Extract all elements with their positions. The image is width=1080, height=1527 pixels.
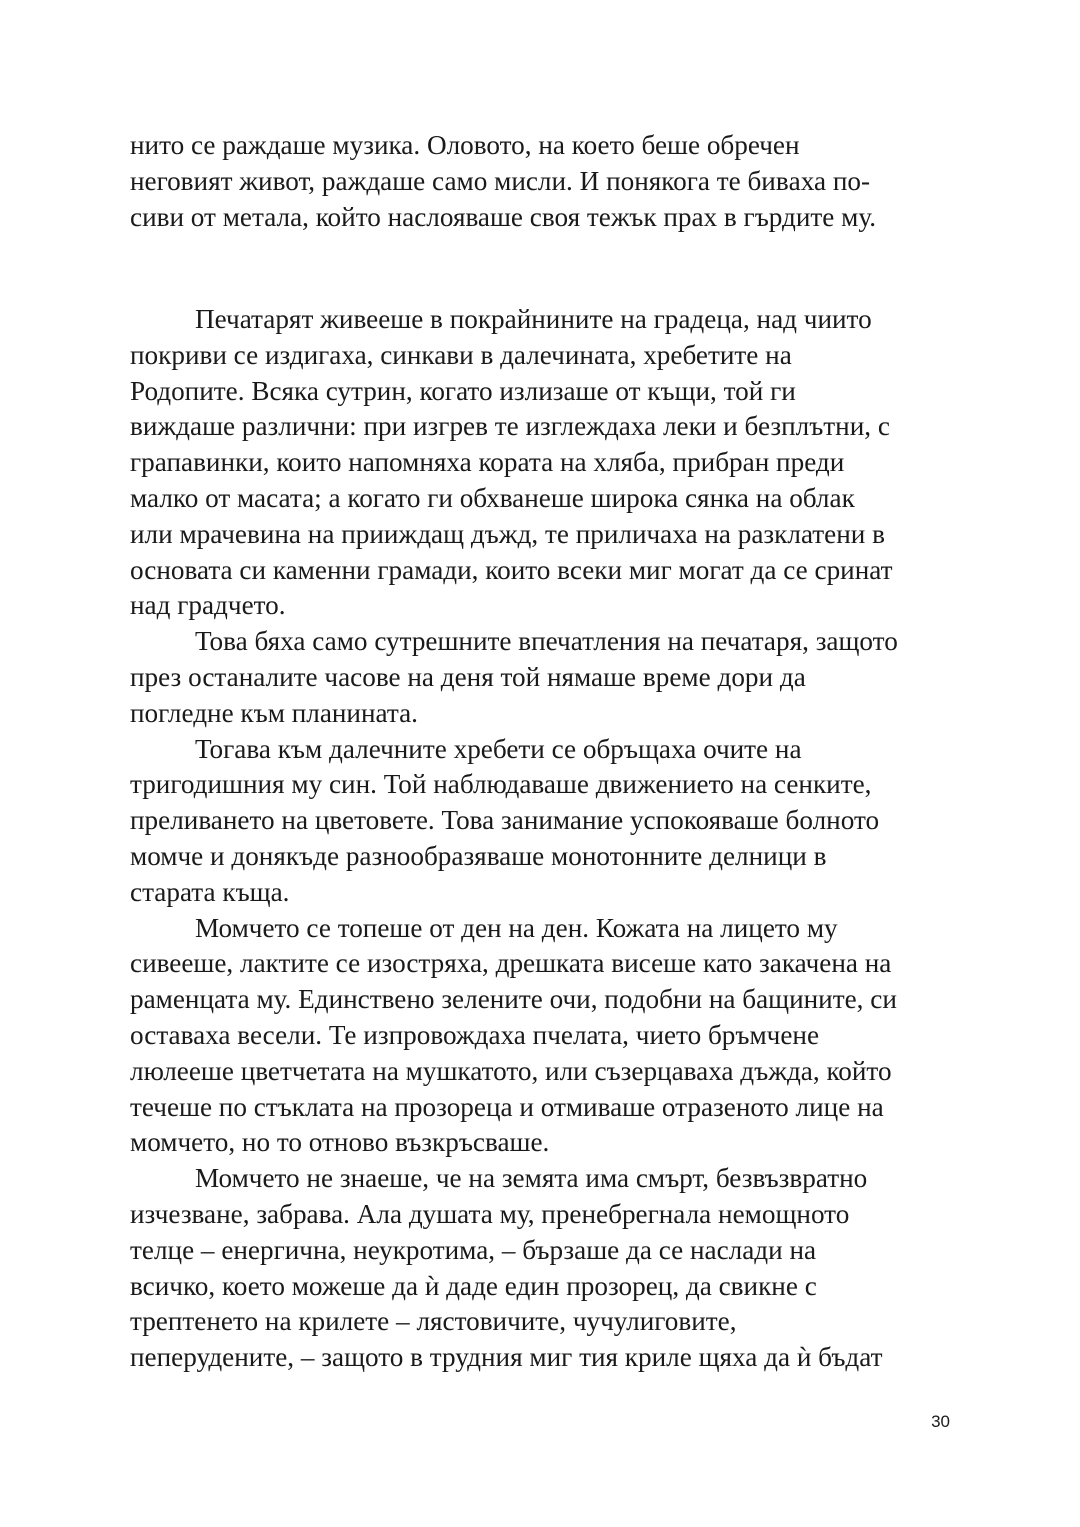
paragraph-printer-home: [130, 302, 960, 624]
paragraph-son-watching: [130, 732, 960, 911]
text-line: течеше по стъклата на прозореца и отмиваше отразеното лице на: [130, 1091, 884, 1122]
text-line: тригодишния му син. Той наблюдаваше движението на сенките,: [130, 769, 872, 800]
text-line: основата си каменни грамади, които всеки миг могат да се сринат: [130, 554, 893, 585]
text-line: преливането на цветовете. Това занимание успокояваше болното: [130, 805, 880, 836]
continued-paragraph: [130, 128, 960, 235]
text-line: неговият живот, раждаше само мисли. И понякога те бивaха по-: [130, 165, 871, 196]
page-number: 30: [931, 1412, 950, 1431]
text-line: всичко, което можеше да ѝ даде един прозорец, да свикне с: [130, 1270, 817, 1301]
text-line: момче и донякъде разнообразяваше монотонните делници в: [130, 840, 827, 871]
paragraph-boy-soul: [130, 1161, 960, 1376]
text-line: Момчето не знаеше, че на земята има смърт, безвъзвратно: [195, 1163, 868, 1194]
paragraph-morning-impressions: [130, 624, 960, 731]
text-line: раменцата му. Единствено зелените очи, подобни на бащините, си: [130, 984, 897, 1015]
text-line: грапавинки, които напомняха кората на хляба, прибран преди: [130, 447, 845, 478]
text-line: Родопите. Всяка сутрин, когато излизаше от къщи, той ги: [130, 375, 796, 406]
text-line: виждаше различни: при изгрев те изглеждаха леки и безплътни, с: [130, 411, 890, 442]
text-line: оставаха весели. Те изпровождаха пчелата, чието бръмчене: [130, 1019, 820, 1050]
text-line: трептенето на крилете – лястовичите, чучулиговите,: [130, 1306, 737, 1337]
text-line: сивееше, лактите се изостряха, дрешката висеше като закачена на: [130, 948, 892, 979]
text-line: изчезване, забрава. Ала душата му, пренебрегнала немощното: [130, 1198, 850, 1229]
text-line: пеперудените, – защото в трудния миг тия криле щяха да ѝ бъдат: [130, 1342, 883, 1373]
text-line: Това бяха само сутрешните впечатления на печатаря, защото: [195, 626, 898, 657]
text-line: момчето, но то отново възкръсваше.: [130, 1127, 550, 1158]
text-line: Тогава към далечните хребети се обръщаха очите на: [195, 733, 802, 764]
text-line: сиви от метала, който наслояваше своя тежък прах в гърдите му.: [130, 201, 877, 232]
text-line: Печатарят живееше в покрайнините на градеца, над чиито: [195, 304, 872, 334]
text-line: или мрачевина на прииждащ дъжд, те приличаха на разклатени в: [130, 518, 885, 549]
text-line: нито се раждаше музика. Оловото, на което беше обречен: [130, 130, 800, 160]
text-line: през останалите часове на деня той нямаше време дори да: [130, 661, 806, 692]
text-line: над градчето.: [130, 590, 286, 621]
text-line: старата къща.: [130, 876, 290, 907]
main-text: [130, 302, 960, 1376]
text-line: погледне към планината.: [130, 697, 418, 728]
text-line: телце – енергична, неукротима, – бързаше да се наслади на: [130, 1234, 817, 1265]
text-line: Момчето се топеше от ден на ден. Кожата на лицето му: [195, 912, 838, 943]
paragraph-boy-melting: [130, 911, 960, 1162]
text-line: покриви се издигаха, синкави в далечината, хребетите на: [130, 339, 792, 370]
text-line: люлееше цветчетата на мушкатото, или съзерцаваха дъжда, който: [130, 1055, 892, 1086]
text-line: малко от масата; а когато ги обхванеше широка сянка на облак: [130, 482, 855, 513]
